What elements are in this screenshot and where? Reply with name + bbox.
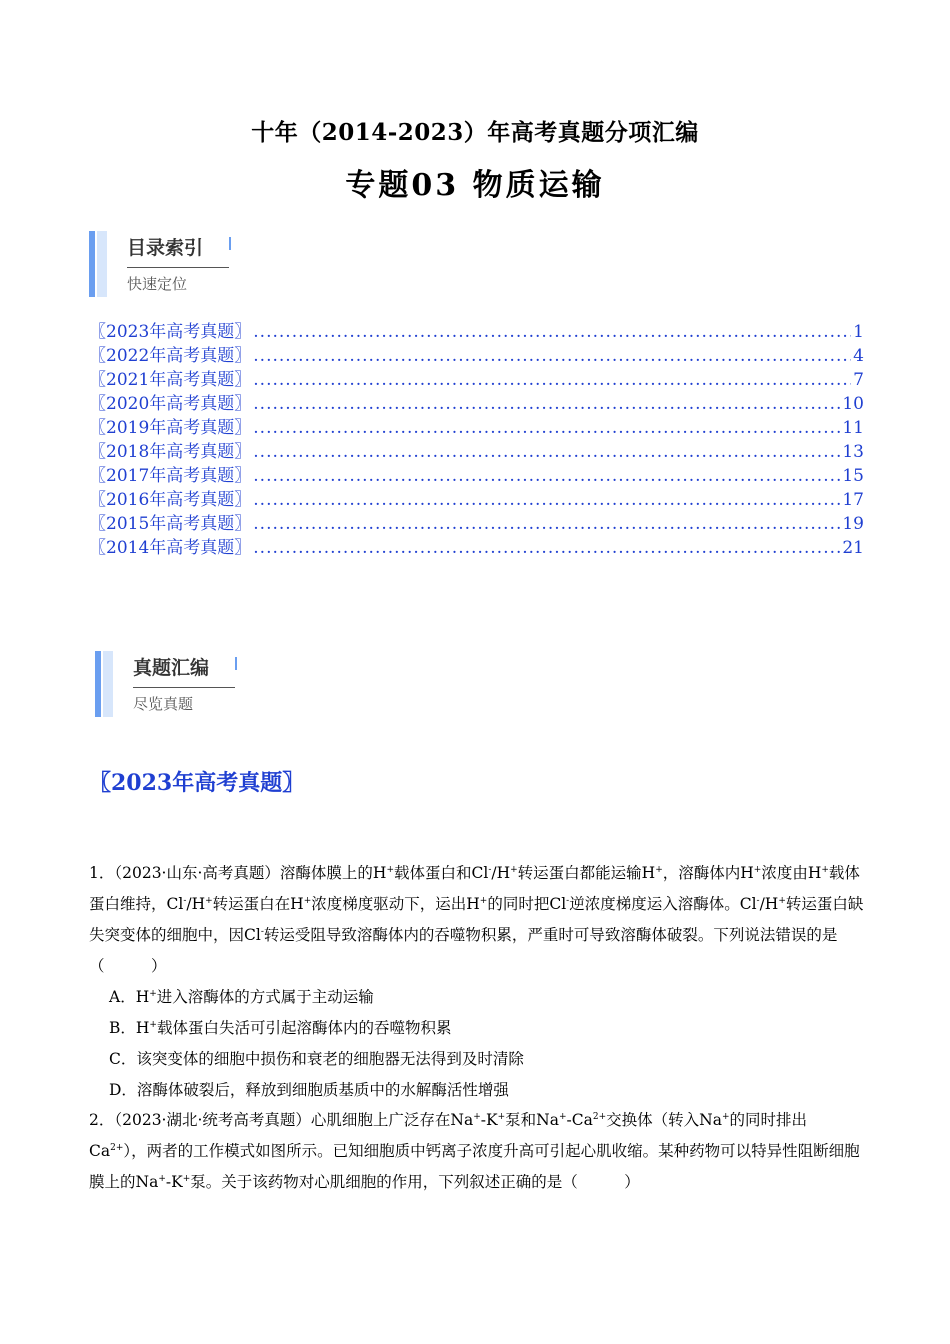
superscript: + [778,896,786,906]
toc-entry-page: 4 [853,346,864,366]
text-run: 进入溶酶体的方式属于主动运输 [156,988,374,1006]
toc-entry-page: 15 [842,466,864,486]
text-run: 转运蛋白都能运输H [517,864,656,882]
badge-bar-light [103,651,113,717]
superscript: + [479,896,488,906]
text-run: -K [480,1111,498,1129]
superscript: + [158,1174,166,1184]
toc-entry-page: 17 [842,490,864,510]
toc-entry-page: 10 [842,394,864,414]
superscript: 2+ [110,1143,124,1153]
questions-section-title: 真题汇编 [133,657,210,679]
superscript: + [510,865,518,875]
text-run: 载体蛋白和Cl [393,864,489,882]
text-run: ），两者的工作模式如图所示。已知细胞质中钙离子浓度升高可引起心肌收缩。某种药物可以特异性阻断细胞膜上的Na [89,1142,860,1191]
badge-bar [89,231,95,297]
text-run: 转运受阻导致溶酶体内的吞噬物积累，严重时可导致溶酶体破裂。下列说法错误的是（ ） [89,926,838,975]
superscript: - [566,896,570,906]
superscript: + [821,865,829,875]
toc-section-title: 目录索引 [127,237,204,259]
text-run: 转运蛋白缺失突变体的细胞中，因Cl [89,895,864,944]
text-run: 交换体（转入Na [606,1111,722,1129]
answer-option [89,1013,864,1044]
text-run: /H [186,895,206,913]
superscript: + [182,1174,191,1184]
text-run: 泵和Na [505,1111,559,1129]
superscript: + [655,865,663,875]
toc-section-subtitle: 快速定位 [127,275,188,293]
superscript: + [558,1112,567,1122]
question-2 [89,1105,864,1198]
superscript: + [497,1112,506,1122]
toc-entry-label: 〖2014年高考真题〗 [89,538,252,558]
superscript: + [303,896,312,906]
toc-entry-label: 〖2022年高考真题〗 [89,346,252,366]
superscript: - [756,896,760,906]
toc-leader-dots [253,370,851,390]
topic-title: 专题03 物质运输 [345,168,605,203]
toc-leader-dots [253,346,851,366]
questions-section-badge [95,651,295,721]
toc-entry[interactable] [89,509,864,533]
toc-entry-label: 〖2023年高考真题〗 [89,322,252,342]
text-run: 浓度由H [761,864,822,882]
text-run: 1．（2023·山东·高考真题）溶酶体膜上的H [89,864,387,882]
text-run: 的同时排出Ca [89,1111,807,1160]
toc-entry-label: 〖2021年高考真题〗 [89,370,252,390]
toc-entry[interactable] [89,485,864,509]
superscript: + [205,896,213,906]
superscript: + [149,989,157,999]
toc-entry-label: 〖2020年高考真题〗 [89,394,252,414]
text-run: 逆浓度梯度运入溶酶体。Cl [569,895,757,913]
superscript: - [260,927,264,937]
superscript: + [149,1020,157,1030]
superscript: - [183,896,187,906]
text-run: /H [491,864,511,882]
toc-entry-page: 21 [842,538,864,558]
text-run: C．该突变体的细胞中损伤和衰老的细胞器无法得到及时清除 [109,1050,524,1068]
text-run: 转运蛋白在H [212,895,304,913]
toc-leader-dots [253,418,840,438]
badge-bar [95,651,101,717]
text-run: A．H [109,988,150,1006]
text-run: -K [165,1173,183,1191]
toc-leader-dots [253,490,840,510]
superscript: 2+ [592,1112,607,1122]
text-run: 载体蛋白维持，Cl [89,864,860,913]
toc-entry-page: 11 [842,418,864,438]
text-run: B．H [109,1019,150,1037]
toc-entry[interactable] [89,365,864,389]
toc-entry[interactable] [89,317,864,341]
toc-entry[interactable] [89,413,864,437]
badge-underline [133,687,235,688]
text-run: /H [759,895,779,913]
question-1-stem [89,858,864,982]
toc-entry-page: 19 [842,514,864,534]
toc-entry[interactable] [89,461,864,485]
toc-leader-dots [253,394,840,414]
table-of-contents [89,317,864,557]
answer-option [89,982,864,1013]
text-run: 浓度梯度驱动下，运出H [311,895,480,913]
toc-entry[interactable] [89,533,864,557]
superscript: - [488,865,492,875]
superscript: + [753,865,762,875]
questions-section-subtitle: 尽览真题 [133,695,194,713]
toc-entry-label: 〖2016年高考真题〗 [89,490,252,510]
text-run: D．溶酶体破裂后，释放到细胞质基质中的水解酶活性增强 [109,1081,509,1099]
text-run: 的同时把Cl [487,895,567,913]
year-heading: 〖2023年高考真题〗 [89,770,305,796]
badge-underline [127,267,229,268]
toc-entry[interactable] [89,341,864,365]
superscript: + [386,865,394,875]
text-run: 2．（2023·湖北·统考高考真题）心肌细胞上广泛存在Na [89,1111,474,1129]
toc-entry-page: 7 [853,370,864,390]
toc-entry-label: 〖2018年高考真题〗 [89,442,252,462]
question-2-stem [89,1105,864,1198]
toc-entry-label: 〖2017年高考真题〗 [89,466,252,486]
text-run: ，溶酶体内H [662,864,754,882]
toc-leader-dots [253,442,840,462]
toc-entry-label: 〖2019年高考真题〗 [89,418,252,438]
text-run: 载体蛋白失活可引起溶酶体内的吞噬物积累 [156,1019,452,1037]
question-1 [89,858,864,1106]
toc-section-badge [89,231,289,301]
question-1-options [89,982,864,1106]
superscript: + [473,1112,481,1122]
toc-entry-page: 13 [842,442,864,462]
toc-leader-dots [253,322,851,342]
badge-tick [229,237,231,250]
answer-option [89,1044,864,1075]
badge-bar-light [97,231,107,297]
badge-tick [235,657,237,670]
text-run: 泵。关于该药物对心肌细胞的作用，下列叙述正确的是（ ） [190,1173,640,1191]
superscript: + [721,1112,730,1122]
toc-leader-dots [253,538,840,558]
toc-leader-dots [253,466,840,486]
toc-entry[interactable] [89,389,864,413]
text-run: -Ca [566,1111,593,1129]
answer-option [89,1075,864,1106]
toc-entry-page: 1 [853,322,864,342]
toc-entry-label: 〖2015年高考真题〗 [89,514,252,534]
document-title: 十年（2014-2023）年高考真题分项汇编 [251,119,699,146]
toc-leader-dots [253,514,840,534]
toc-entry[interactable] [89,437,864,461]
